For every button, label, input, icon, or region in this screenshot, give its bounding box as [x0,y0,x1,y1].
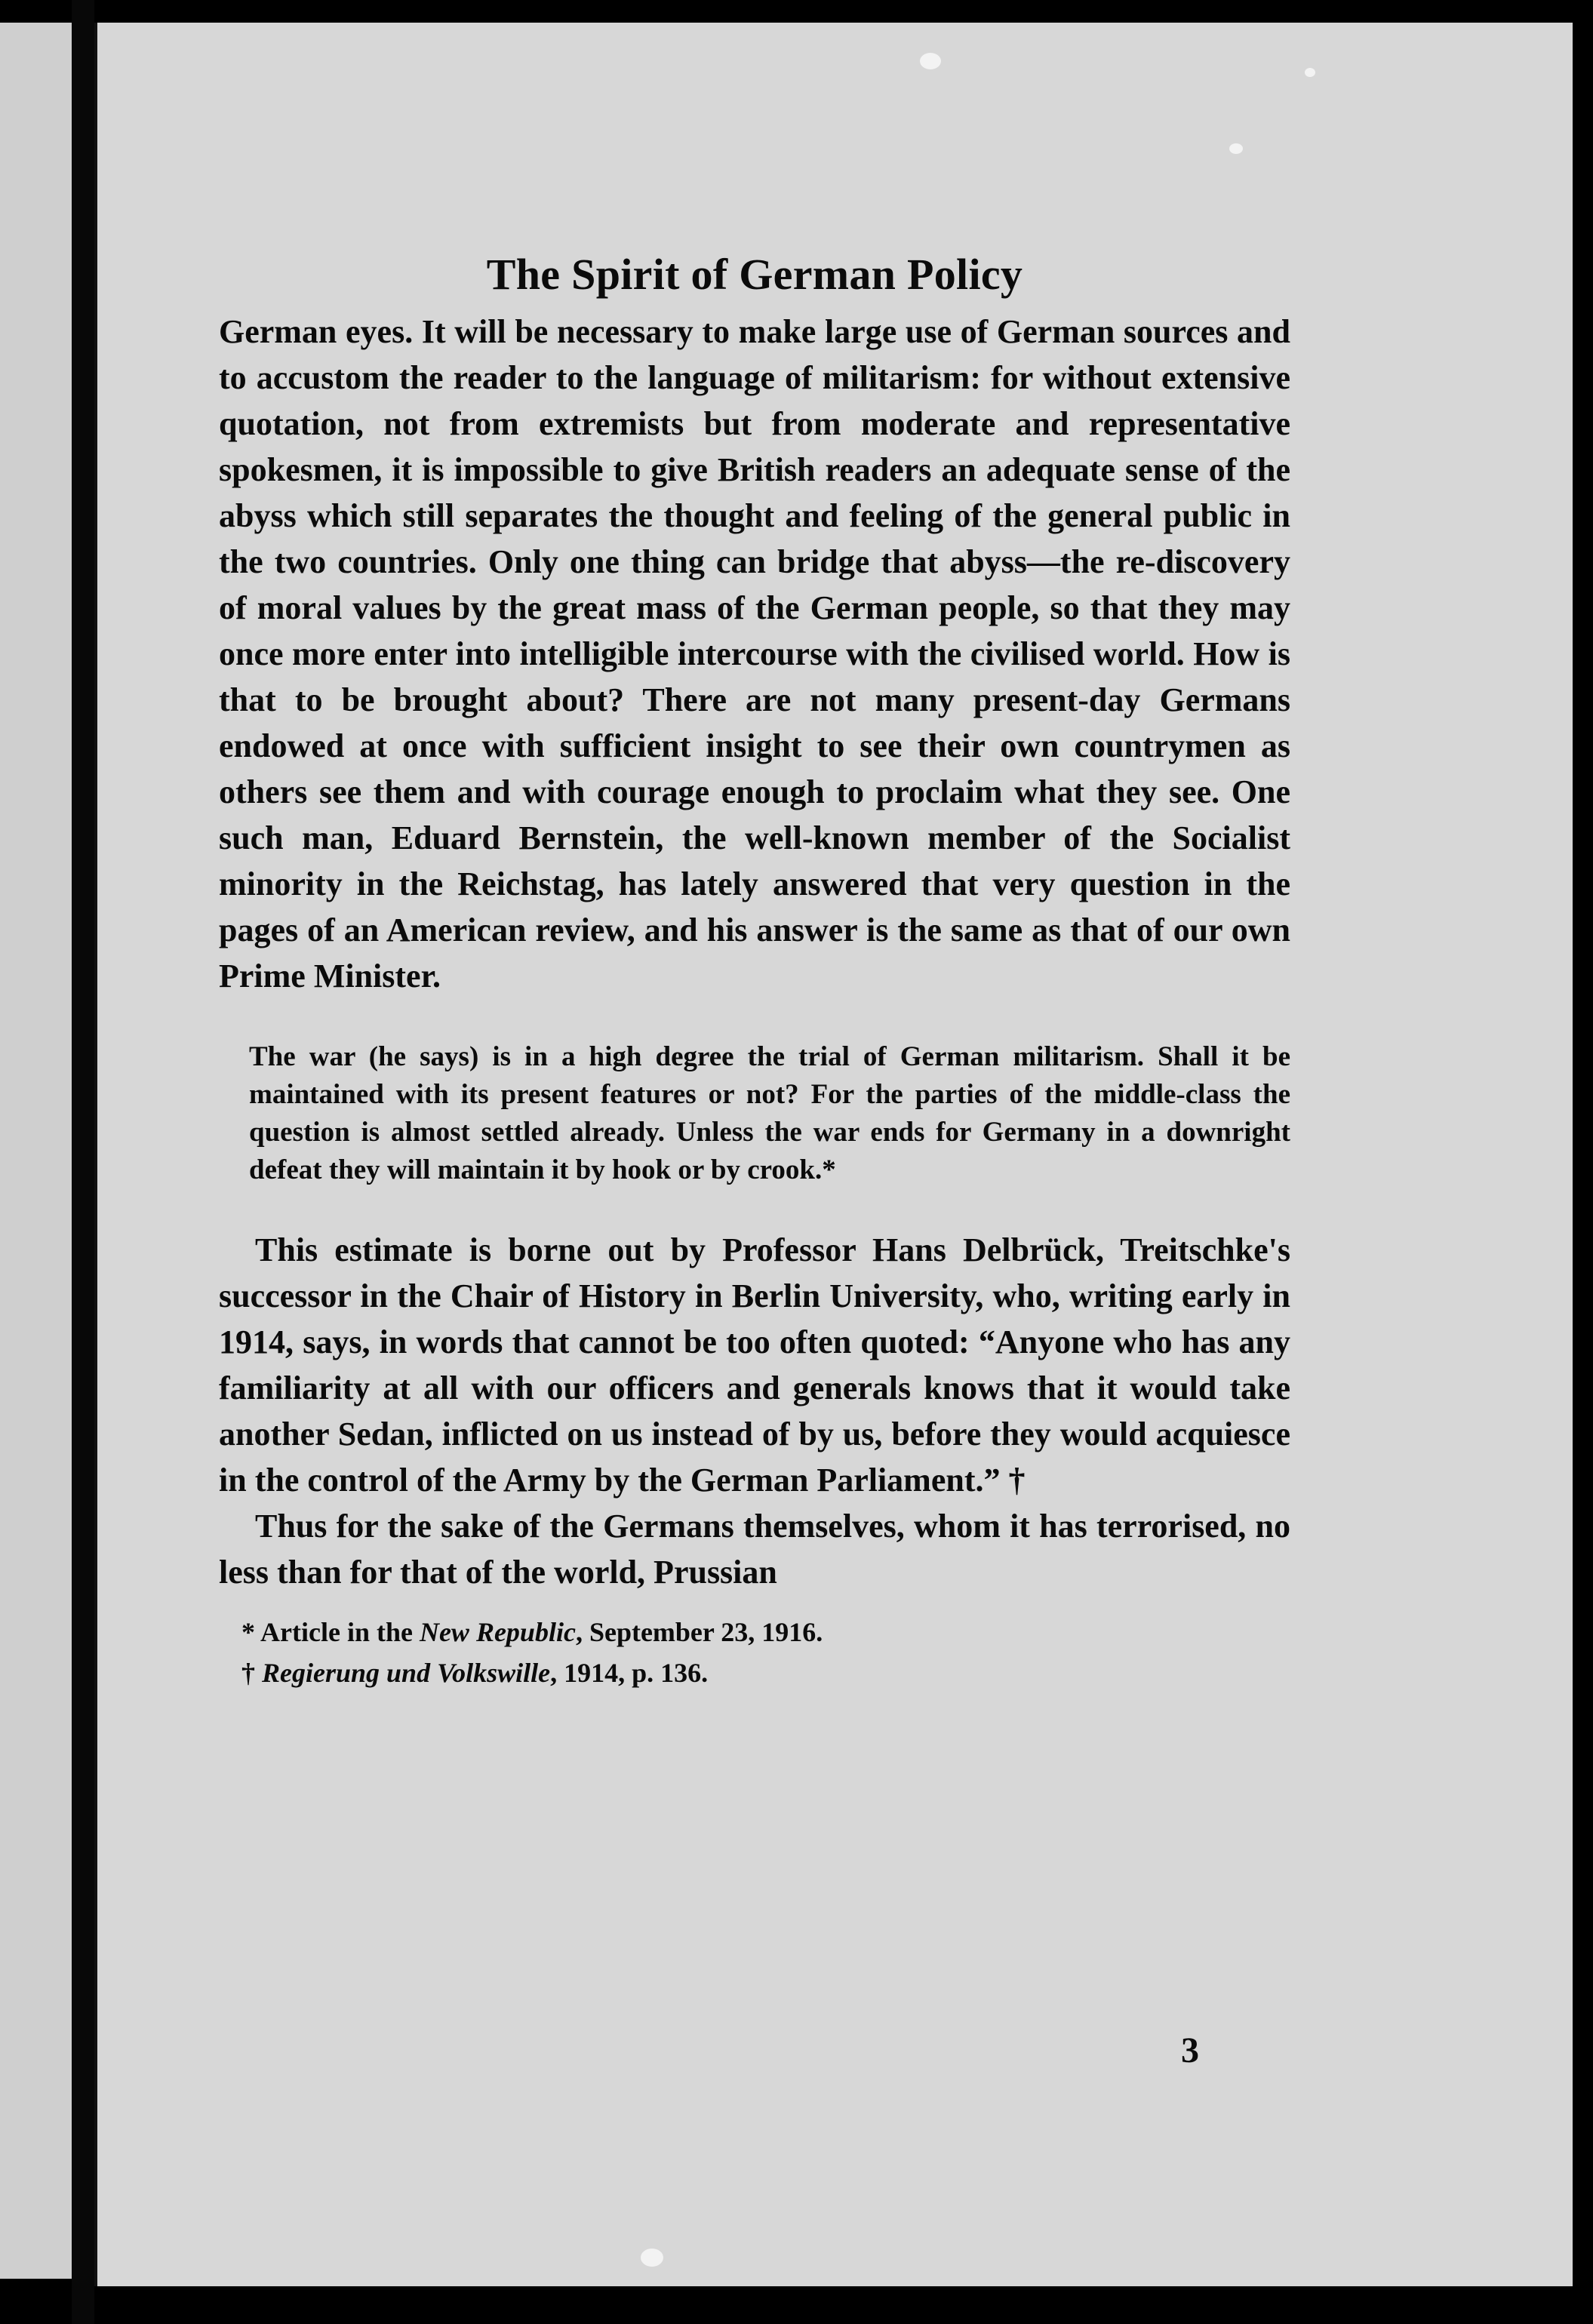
footnote-1 [241,1612,1290,1652]
page-content [219,249,1290,1693]
page-number: 3 [1181,2030,1199,2070]
paragraph-1: German eyes. It will be necessary to make large use of German sources and to accustom the reader to the language of militarism: for without extensive quotation, not from extremists but from moderate and representative spokesmen, it is impossible to give British readers an adequate sense of the abyss which still separates the thought and feeling of the general public in the two countries. Only one thing can bridge that abyss—the re-discovery of moral values by the great mass of the German people, so that they may once more enter into intelligible intercourse with the civilised world. How is that to be brought about? There are not many present-day Germans endowed at once with sufficient insight to see their own countrymen as others see them and with courage enough to proclaim what they see. One such man, Eduard Bernstein, the well-known member of the Socialist minority in the Reichstag, has lately answered that very question in the pages of an American review, and his answer is the same as that of our own Prime Minister. [219,313,1290,994]
paragraph-2: This estimate is borne out by Professor Hans Delbrück, Treitschke's successor in the Chair of History in Berlin University, who, writing early in 1914, says, in words that cannot be too often quoted: “Anyone who has any familiarity at all with our officers and generals knows that it would take another Sedan, inflicted on us instead of by us, before they would acquiesce in the control of the Army by the German Parliament.” † [219,1231,1290,1499]
block-quote: The war (he says) is in a high degree the trial of German militarism. Shall it be maintained with its present features or not? For the parties of the middle-class the question is almost settled already. Unless the war ends for Germany in a downright defeat they will maintain it by hook or by crook.* [249,1041,1290,1185]
paper-speck [920,53,941,69]
paragraph-3: Thus for the sake of the Germans themselves, whom it has terrorised, no less than for that of the world, Prussian [219,1508,1290,1591]
footnote-2 [241,1652,1290,1693]
footnote-marker: † [241,1658,255,1688]
previous-page-edge [0,23,72,2279]
paper-speck [1229,143,1243,154]
binding-gutter [72,0,94,2324]
paper-speck [1305,68,1315,77]
paper-speck [641,2249,663,2267]
footnote-lead: Article in the [260,1617,420,1647]
footnote-source-title: New Republic [419,1617,576,1647]
footnote-tail: , September 23, 1916. [575,1617,823,1647]
footnote-tail: , 1914, p. 136. [550,1658,709,1688]
footnote-marker: * [241,1617,255,1647]
footnotes [219,1612,1290,1693]
running-head: The Spirit of German Policy [486,250,1023,299]
footnote-source-title: Regierung und Volkswille [262,1658,551,1688]
